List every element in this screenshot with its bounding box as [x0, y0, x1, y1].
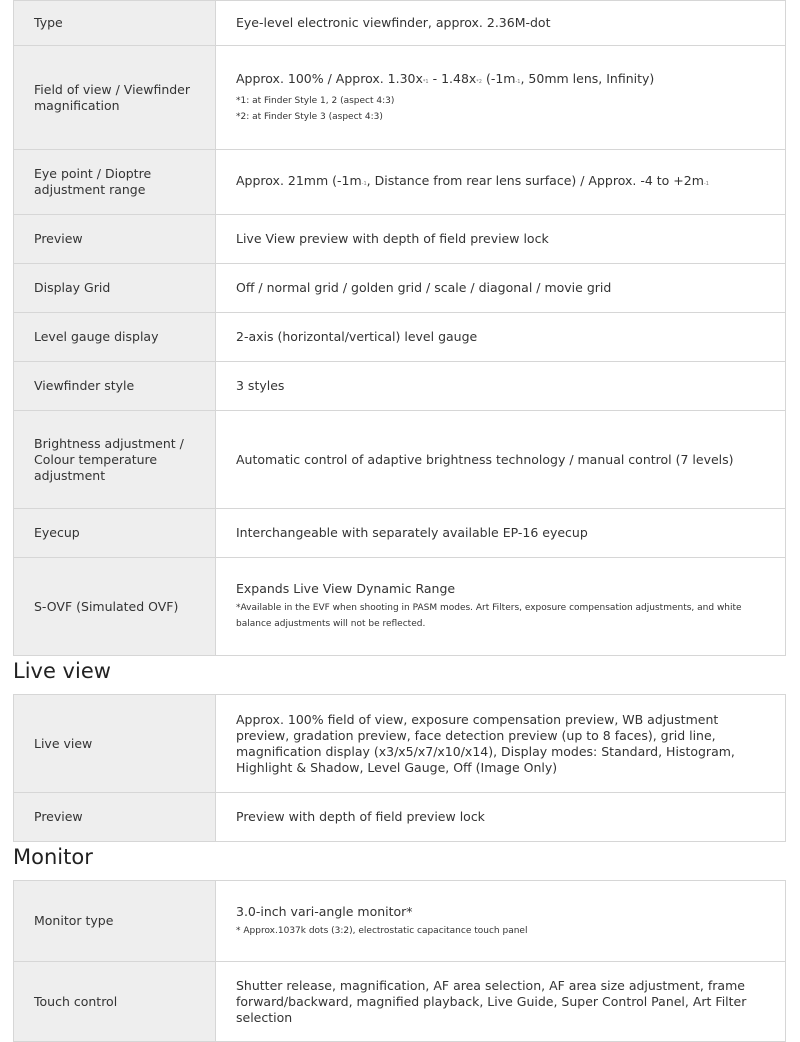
row-label: Eyecup	[14, 509, 216, 558]
row-label: Brightness adjustment / Colour temperature adjustment	[14, 411, 216, 509]
footnote: *Available in the EVF when shooting in PASM modes. Art Filters, exposure compensation adjustments, and white balance adjustments will not be reflected.	[236, 603, 742, 629]
row-label: Type	[14, 1, 216, 46]
spec-row-viewfinder-style	[14, 362, 786, 411]
spec-row-brightness	[14, 411, 786, 509]
monitor-type-value: 3.0-inch vari-angle monitor*	[236, 903, 413, 919]
row-label: Monitor type	[14, 881, 216, 962]
row-value: Approx. 100% field of view, exposure compensation preview, WB adjustment preview, gradation preview, face detection preview (up to 8 faces), grid line, magnification display (x3/x5/x7/x10/x14), Display modes: Standard, Histogram, Highlight & Shadow, Level Gauge, Off (Image Only)	[216, 695, 786, 793]
row-value: Shutter release, magnification, AF area selection, AF area size adjustment, frame forward/backward, magnified playback, Live Guide, Super Control Panel, Art Filter selection	[216, 962, 786, 1042]
spec-row-preview	[14, 215, 786, 264]
row-value: 2-axis (horizontal/vertical) level gauge	[216, 313, 786, 362]
spec-row-live-view	[14, 695, 786, 793]
row-label: Preview	[14, 793, 216, 842]
section-heading-live-view: Live view	[13, 659, 111, 683]
spec-row-monitor-type	[14, 881, 786, 962]
row-value	[216, 881, 786, 962]
spec-row-type	[14, 1, 786, 46]
monitor-spec-table	[13, 880, 786, 1042]
spec-row-display-grid	[14, 264, 786, 313]
footnote: *2: at Finder Style 3 (aspect 4:3)	[236, 111, 383, 122]
live-view-spec-table	[13, 694, 786, 842]
row-value: Eye-level electronic viewfinder, approx. 2.36M-dot	[216, 1, 786, 46]
section-heading-monitor: Monitor	[13, 845, 93, 869]
footnote: * Approx.1037k dots (3:2), electrostatic capacitance touch panel	[236, 925, 528, 936]
row-label: Preview	[14, 215, 216, 264]
viewfinder-spec-table	[13, 0, 786, 656]
spec-row-field-of-view	[14, 46, 786, 150]
row-label: Viewfinder style	[14, 362, 216, 411]
row-value: Automatic control of adaptive brightness technology / manual control (7 levels)	[216, 411, 786, 509]
spec-row-preview	[14, 793, 786, 842]
row-label: Eye point / Dioptre adjustment range	[14, 150, 216, 215]
row-value	[216, 46, 786, 150]
row-value: Off / normal grid / golden grid / scale / diagonal / movie grid	[216, 264, 786, 313]
spec-page	[13, 0, 786, 1042]
footnote: *1: at Finder Style 1, 2 (aspect 4:3)	[236, 95, 395, 106]
field-of-view-value: Approx. 100% / Approx. 1.30x*1 - 1.48x*2 (-1m-1, 50mm lens, Infinity)	[236, 70, 655, 86]
row-label: Field of view / Viewfinder magnification	[14, 46, 216, 150]
row-value	[216, 558, 786, 656]
s-ovf-value: Expands Live View Dynamic Range	[236, 581, 456, 596]
spec-row-eyecup	[14, 509, 786, 558]
spec-row-touch-control	[14, 962, 786, 1042]
row-label: Live view	[14, 695, 216, 793]
row-value: Live View preview with depth of field preview lock	[216, 215, 786, 264]
spec-row-level-gauge	[14, 313, 786, 362]
row-value: Preview with depth of field preview lock	[216, 793, 786, 842]
row-value: 3 styles	[216, 362, 786, 411]
spec-row-eye-point	[14, 150, 786, 215]
row-value: Interchangeable with separately available EP-16 eyecup	[216, 509, 786, 558]
row-label: S-OVF (Simulated OVF)	[14, 558, 216, 656]
row-value: Approx. 21mm (-1m-1, Distance from rear lens surface) / Approx. -4 to +2m-1	[216, 150, 786, 215]
row-label: Display Grid	[14, 264, 216, 313]
spec-row-s-ovf	[14, 558, 786, 656]
row-label: Touch control	[14, 962, 216, 1042]
row-label: Level gauge display	[14, 313, 216, 362]
